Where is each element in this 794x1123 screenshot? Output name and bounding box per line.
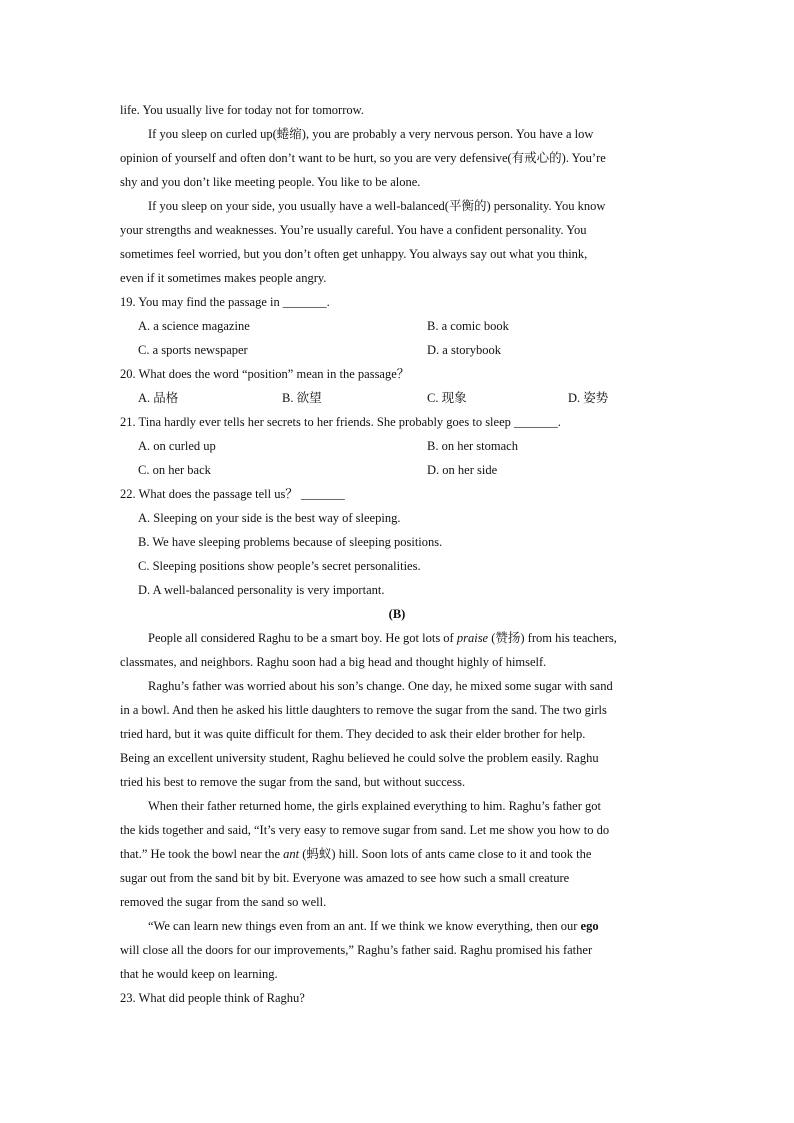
passage-b-line: Being an excellent university student, Raghu believed he could solve the problem easily. Raghu [120,751,599,765]
section-heading: (B) [388,607,406,621]
question-stem: 19. You may find the passage in _______. [120,295,330,309]
passage-a-line: opinion of yourself and often don’t want to be hurt, so you are very defensive(有戒心的). You’re [120,151,606,165]
option: D. A well-balanced personality is very important. [138,583,385,597]
question-stem: 23. What did people think of Raghu? [120,991,305,1005]
passage-a-line: sometimes feel worried, but you don’t often get unhappy. You always say out what you think, [120,247,588,261]
passage-b-line: Raghu’s father was worried about his son’s change. One day, he mixed some sugar with sand [148,679,613,693]
option: D. a storybook [427,343,501,357]
passage-b-line: that he would keep on learning. [120,967,278,981]
option: B. a comic book [427,319,509,333]
question-stem: 22. What does the passage tell us？ _______ [120,487,345,501]
passage-b-line: removed the sugar from the sand so well. [120,895,327,909]
passage-b-line: sugar out from the sand bit by bit. Everyone was amazed to see how such a small creature [120,871,570,885]
emphasis-word: ant [283,847,300,861]
option: A. a science magazine [138,319,250,333]
question-stem: 21. Tina hardly ever tells her secrets to her friends. She probably goes to sleep _______. [120,415,561,429]
passage-a-line: If you sleep on your side, you usually have a well-balanced(平衡的) personality. You know [148,199,606,213]
passage-a-line: your strengths and weaknesses. You’re usually careful. You have a confident personality. You [120,223,587,237]
passage-b-line: in a bowl. And then he asked his little daughters to remove the sugar from the sand. The two girls [120,703,607,717]
passage-b-line: will close all the doors for our improvements,” Raghu’s father said. Raghu promised his father [120,943,593,957]
passage-b-line: People all considered Raghu to be a smart boy. He got lots of praise (赞扬) from his teachers, [148,631,617,645]
passage-a-line: shy and you don’t like meeting people. You like to be alone. [120,175,421,189]
passage-b-line: the kids together and said, “It’s very easy to remove sugar from sand. Let me show you how to do [120,823,610,837]
option: A. 品格 [138,391,179,405]
option: D. 姿势 [568,391,609,405]
emphasis-word: praise [456,631,489,645]
passage-b-line: “We can learn new things even from an ant. If we think we know everything, then our ego [148,919,599,933]
option: A. on curled up [138,439,216,453]
passage-b-line: tried his best to remove the sugar from the sand, but without success. [120,775,466,789]
option: C. Sleeping positions show people’s secret personalities. [138,559,421,573]
option: C. on her back [138,463,211,477]
passage-b-line: When their father returned home, the girls explained everything to him. Raghu’s father got [148,799,601,813]
option: C. a sports newspaper [138,343,248,357]
passage-b-line: tried hard, but it was quite difficult for them. They decided to ask their elder brother for help. [120,727,586,741]
question-stem: 20. What does the word “position” mean in the passage？ [120,367,410,381]
option: A. Sleeping on your side is the best way of sleeping. [138,511,401,525]
emphasis-word: ego [580,919,599,933]
passage-a-line: life. You usually live for today not for tomorrow. [120,103,364,117]
passage-b-line: classmates, and neighbors. Raghu soon had a big head and thought highly of himself. [120,655,547,669]
option: B. 欲望 [282,391,322,405]
option: C. 现象 [427,391,467,405]
option: D. on her side [427,463,498,477]
option: B. We have sleeping problems because of sleeping positions. [138,535,443,549]
passage-b-line: that.” He took the bowl near the ant (蚂蚁) hill. Soon lots of ants came close to it and took the [120,847,592,861]
passage-a-line: If you sleep on curled up(蜷缩), you are probably a very nervous person. You have a low [148,127,594,141]
passage-a-line: even if it sometimes makes people angry. [120,271,327,285]
option: B. on her stomach [427,439,518,453]
